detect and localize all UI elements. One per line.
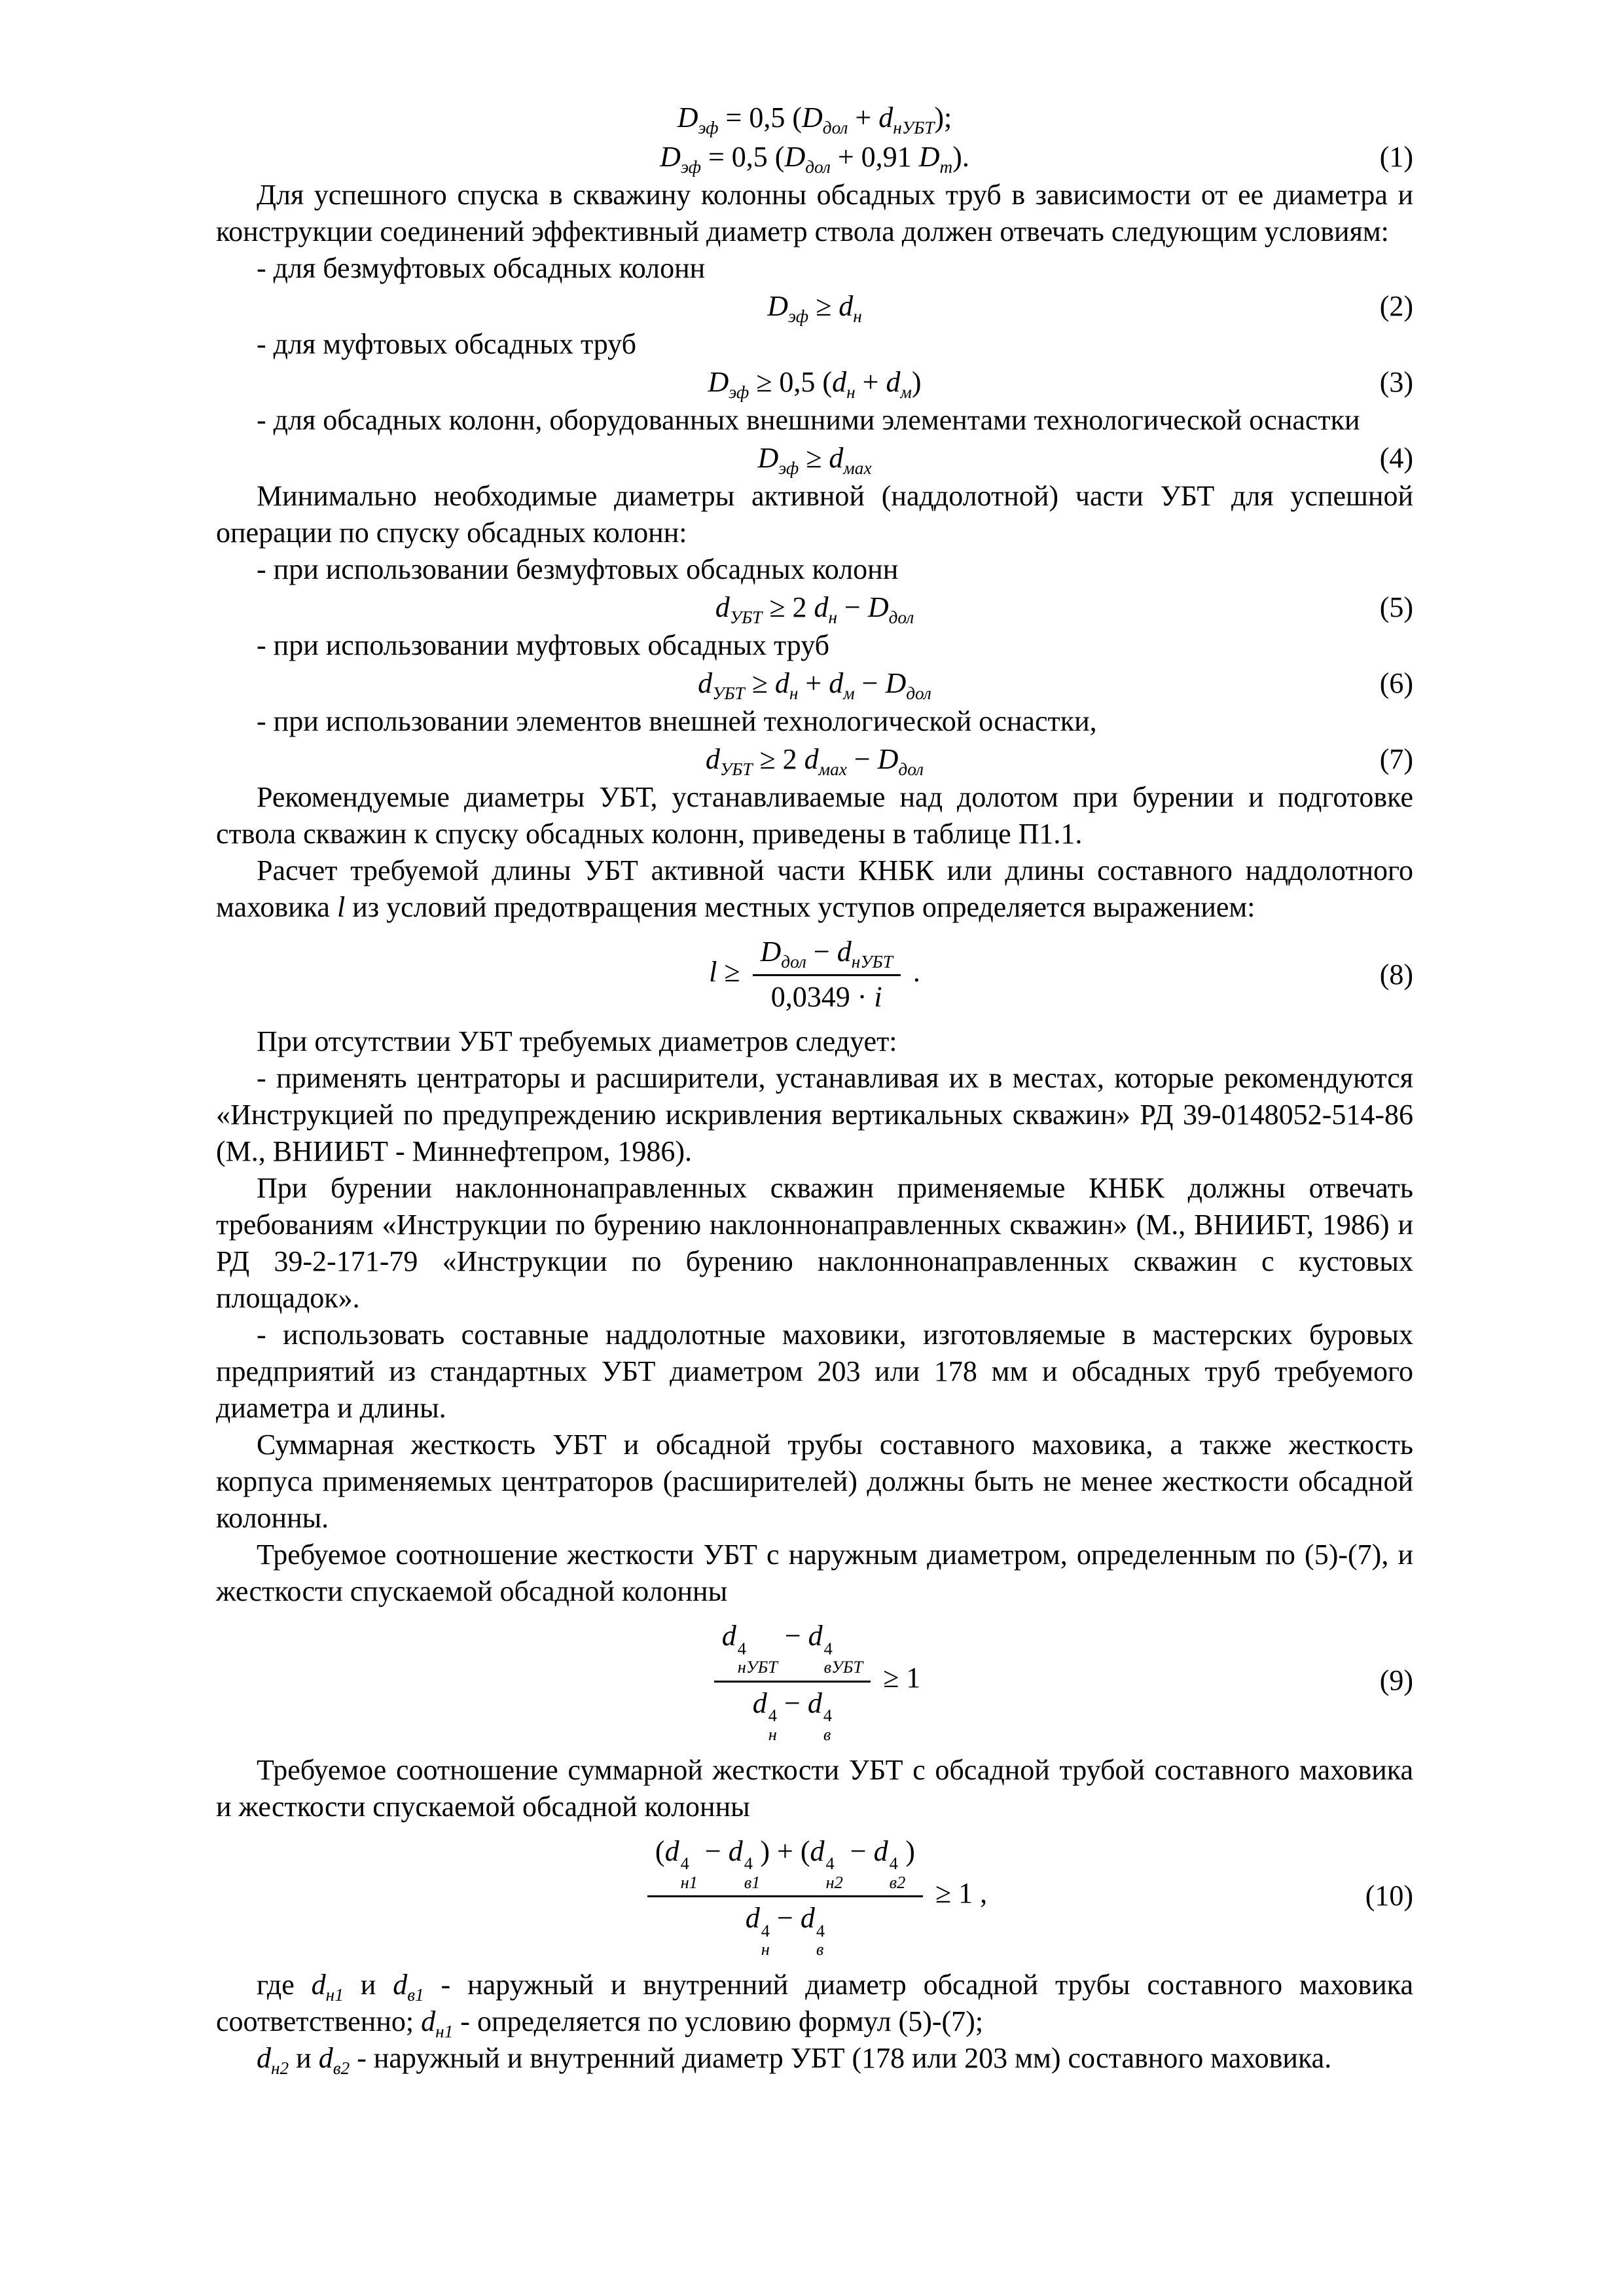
fraction-numerator: d 4 нУБТ − d 4 вУБТ	[714, 1618, 871, 1683]
equation-number: (5)	[1379, 591, 1413, 623]
paragraph-minimum-dc-diameters: Минимально необходимые диаметры активной (наддолотной) части УБТ для успешной операции по спуску обсадных колонн:	[216, 480, 1413, 549]
equation-1-line-1	[216, 98, 1413, 137]
equation-1-line-2	[216, 137, 1413, 177]
equation-tail: .	[905, 955, 920, 988]
paragraph-casing-run-conditions: Для успешного спуска в скважину колонны обсадных труб в зависимости от ее диаметра и конструкции соединений эффективный диаметр ствола должен отвечать следующим условиям:	[216, 179, 1413, 247]
equation-2	[216, 287, 1413, 326]
equation-number: (4)	[1379, 442, 1413, 474]
equation-body: $D_{эф} \ge d_{мах}$	[757, 442, 872, 478]
fraction-denominator: d 4 н − d 4 в	[745, 1902, 825, 1959]
equation-body	[709, 1620, 921, 1744]
equation-body: $D_{эф} = 0,5$ $(D_{дол} + d_{нУБТ})$;	[677, 101, 952, 137]
equation-6	[216, 664, 1413, 703]
paragraph-recommended-dc-diameters: Рекомендуемые диаметры УБТ, устанавливаемые над долотом при бурении и подготовке ствола скважин к спуску обсадных колонн, приведены в таблице П1.1.	[216, 781, 1413, 850]
equation-body: $D_{эф} \ge 0,5$ $(d_н + d_м)$	[708, 366, 922, 402]
equation-number: (6)	[1379, 667, 1413, 699]
equation-body: $d_{УБТ} \ge 2$ $d_{мах} - D_{дол}$	[705, 743, 924, 779]
fraction	[647, 1833, 923, 1959]
equation-number: (9)	[1379, 1664, 1413, 1697]
paragraph-use-centralizers: - применять центраторы и расширители, устанавливая их в местах, которые рекомендуются «Инструкцией по предупреждению искривления вертикальных скважин» РД 39-0148052-514-86 (М., ВНИИБТ - Миннефтепром, 1986).	[216, 1062, 1413, 1167]
equation-tail: ≥ 1 ,	[928, 1876, 988, 1909]
paragraph-dn2-definitions: $d_{н2}$ и $d_{в2}$ - наружный и внутренний диаметр УБТ (178 или 203 мм) составного маховика.	[257, 2042, 1332, 2078]
equation-body	[642, 1834, 988, 1959]
equation-body: $d_{УБТ} \ge d_н + d_м - D_{дол}$	[698, 667, 931, 703]
equation-5	[216, 588, 1413, 627]
equation-body: $d_{УБТ} \ge 2$ $d_н - D_{дол}$	[715, 591, 914, 627]
list-item-coupling-free-casing: - для безмуфтовых обсадных колонн	[257, 252, 706, 284]
equation-body: $D_{эф} = 0,5$ ($D_{дол} + 0,91$ $D_т$).	[660, 141, 969, 177]
paragraph-directional-wells: При бурении наклоннонаправленных скважин применяемые КНБК должны отвечать требованиям «Инструкции по бурению наклоннонаправленных скважин» (М., ВНИИБТ, 1986) и РД 39-2-171-79 «Инструкции по бурению наклоннонаправленных скважин с кустовых площадок».	[216, 1172, 1413, 1314]
fraction	[753, 934, 901, 1015]
equation-number: (10)	[1365, 1879, 1413, 1912]
equation-number: (7)	[1379, 743, 1413, 775]
paragraph-composite-flywheels: - использовать составные наддолотные маховики, изготовляемые в мастерских буровых предприятий из стандартных УБТ диаметром 203 или 178 мм и обсадных труб требуемого диаметра и длины.	[216, 1319, 1413, 1424]
paragraph-total-stiffness: Суммарная жесткость УБТ и обсадной трубы составного маховика, а также жесткость корпуса применяемых центраторов (расширителей) должны быть не менее жесткости обсадной колонны.	[216, 1429, 1413, 1534]
fraction	[714, 1618, 871, 1744]
fraction-denominator: 0,0349 · i	[770, 981, 882, 1013]
fraction-denominator: d 4 н − d 4 в	[752, 1686, 833, 1744]
equation-9	[216, 1616, 1413, 1745]
equation-number: (1)	[1379, 141, 1413, 173]
paragraph-required-dc-length: Расчет требуемой длины УБТ активной части КНБК или длины составного наддолотного маховика l из условий предотвращения местных уступов определяется выражением:	[216, 854, 1413, 923]
paragraph-where-definitions: где $d_{н1}$ и $d_{в1}$ - наружный и внутренний диаметр обсадной трубы составного маховика соответственно; $d_{н1}$ - определяется по условию формул (5)-(7);	[216, 1969, 1413, 2041]
paragraph-required-stiffness-ratio-2: Требуемое соотношение суммарной жесткости УБТ с обсадной трубой составного маховика и жесткости спускаемой обсадной колонны	[216, 1753, 1413, 1823]
equation-10	[216, 1832, 1413, 1961]
fraction-numerator: (d 4 н1 − d 4 в1 ) + (d 4 н2 − d 4 в2 )	[647, 1833, 923, 1898]
equation-number: (2)	[1379, 290, 1413, 322]
equation-tail: ≥ 1	[876, 1662, 921, 1694]
paragraph-absence-of-dc: При отсутствии УБТ требуемых диаметров следует:	[257, 1025, 897, 1057]
equation-body: $D_{эф} \ge d_н$	[767, 290, 862, 326]
equation-7	[216, 740, 1413, 779]
list-item-using-external-equipment: - при использовании элементов внешней технологической оснастки,	[257, 705, 1097, 737]
equation-3	[216, 363, 1413, 402]
equation-4	[216, 439, 1413, 478]
equation-lead: l ≥	[709, 955, 748, 988]
list-item-casing-with-external-equipment: - для обсадных колонн, оборудованных внешними элементами технологической оснастки	[257, 404, 1360, 436]
list-item-using-coupled-pipes: - при использовании муфтовых обсадных труб	[257, 629, 830, 661]
equation-number: (3)	[1379, 366, 1413, 398]
paragraph-required-stiffness-ratio-1: Требуемое соотношение жесткости УБТ с наружным диаметром, определенным по (5)-(7), и жесткости спускаемой обсадной колонны	[216, 1539, 1413, 1607]
fraction-numerator: $D_{дол} - d_{нУБТ}$	[753, 934, 901, 976]
list-item-coupled-casing-pipes: - для муфтовых обсадных труб	[257, 328, 636, 360]
list-item-using-coupling-free-casing: - при использовании безмуфтовых обсадных колонн	[257, 553, 899, 585]
equation-8	[216, 932, 1413, 1017]
equation-number: (8)	[1379, 958, 1413, 991]
